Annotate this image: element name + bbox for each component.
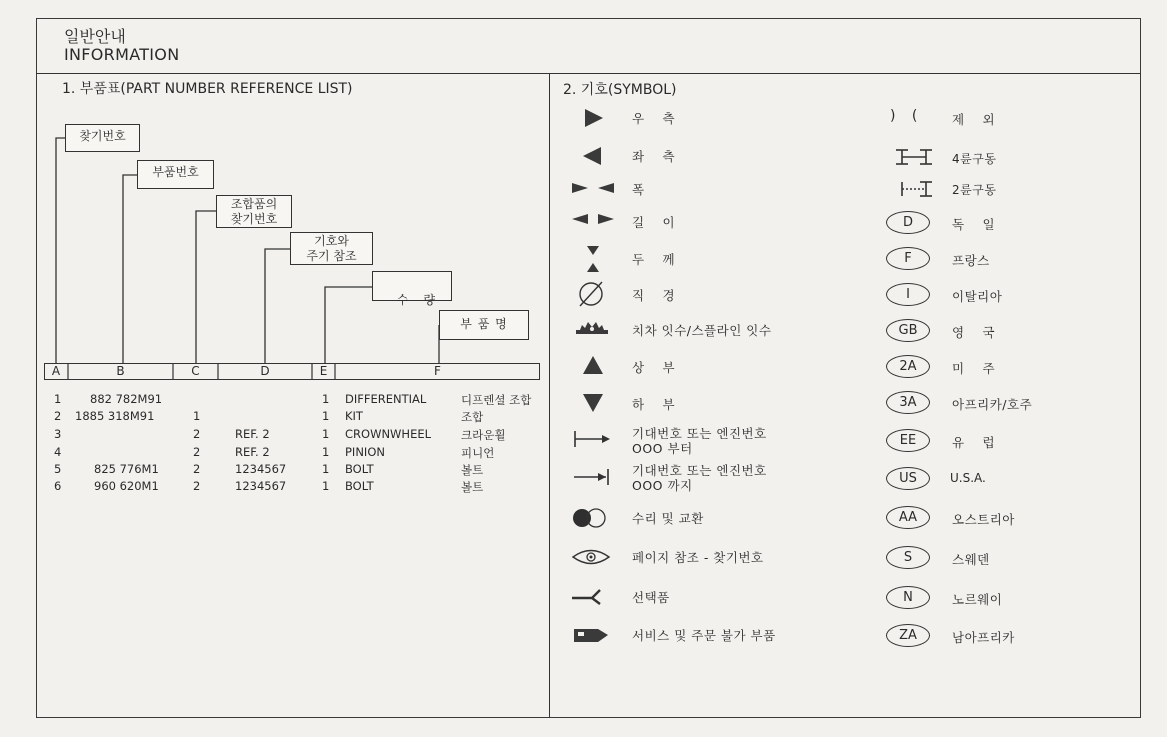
arrow-left-icon bbox=[580, 145, 604, 167]
cell-name-ko: 피니언 bbox=[461, 446, 495, 460]
country-code-africa-australia: 3A bbox=[886, 391, 930, 414]
cell-qty: 1 bbox=[322, 479, 330, 493]
code-label-exclude: 제 외 bbox=[952, 112, 996, 127]
symbol-label-not-serviced: 서비스 및 주문 불가 부품 bbox=[632, 628, 776, 643]
column-header-a: A bbox=[51, 364, 61, 378]
title-english: INFORMATION bbox=[64, 45, 180, 64]
country-code-uk: GB bbox=[886, 319, 930, 342]
callout-assembly-find-number bbox=[216, 195, 292, 228]
symbol-label-length: 길 이 bbox=[632, 215, 676, 230]
code-label-uk: 영 국 bbox=[952, 325, 996, 340]
code-label-south-africa: 남아프리카 bbox=[952, 630, 1015, 645]
cell-qty: 1 bbox=[322, 409, 330, 423]
title-korean: 일반안내 bbox=[64, 27, 126, 46]
column-header-b: B bbox=[116, 364, 125, 378]
cell-part-number: 1885 318M91 bbox=[75, 409, 155, 423]
cell-name-en: PINION bbox=[345, 445, 385, 459]
callout-part-name bbox=[439, 310, 529, 340]
cell-ref: REF. 2 bbox=[235, 445, 270, 459]
diameter-icon bbox=[576, 280, 606, 308]
callout-symbol-note-ref bbox=[290, 232, 373, 265]
cell-assembly: 2 bbox=[193, 462, 201, 476]
cell-find-number: 6 bbox=[54, 479, 62, 493]
symbol-label-page-ref: 페이지 참조 - 찾기번호 bbox=[632, 550, 764, 565]
country-code-germany: D bbox=[886, 211, 930, 234]
cell-assembly: 1 bbox=[193, 409, 201, 423]
cell-part-number: 882 782M91 bbox=[90, 392, 163, 406]
serial-to-icon bbox=[572, 466, 612, 488]
serial-from-icon bbox=[572, 428, 612, 450]
code-label-europe: 유 럽 bbox=[952, 435, 996, 450]
arrow-right-icon bbox=[582, 107, 606, 129]
serial-from-line1: 기대번호 또는 엔진번호 bbox=[632, 426, 767, 441]
code-label-africa-australia: 아프리카/호주 bbox=[952, 397, 1033, 412]
two-wheel-drive-icon bbox=[893, 180, 937, 198]
exclude-brackets-icon: ) ( bbox=[890, 108, 924, 124]
cell-name-ko: 디프렌셜 조합 bbox=[461, 393, 532, 407]
symbol-label-thickness: 두 께 bbox=[632, 252, 676, 267]
country-code-europe: EE bbox=[886, 429, 930, 452]
cell-qty: 1 bbox=[322, 392, 330, 406]
callout-symbol-line2: 주기 참조 bbox=[306, 249, 357, 263]
symbol-label-right: 우 측 bbox=[632, 111, 676, 126]
cell-assembly: 2 bbox=[193, 479, 201, 493]
optional-part-icon bbox=[570, 585, 612, 607]
serial-to-line1: 기대번호 또는 엔진번호 bbox=[632, 463, 767, 478]
eye-page-ref-icon bbox=[570, 546, 612, 568]
cell-name-ko: 크라운휠 bbox=[461, 428, 506, 442]
cell-name-en: KIT bbox=[345, 409, 363, 423]
triangle-down-icon bbox=[581, 392, 605, 414]
cell-name-en: DIFFERENTIAL bbox=[345, 392, 427, 406]
code-label-america: 미 주 bbox=[952, 361, 996, 376]
country-code-austria: AA bbox=[886, 506, 930, 529]
cell-find-number: 2 bbox=[54, 409, 62, 423]
cell-name-ko: 볼트 bbox=[461, 463, 484, 477]
cell-ref: REF. 2 bbox=[235, 427, 270, 441]
symbol-label-diameter: 직 경 bbox=[632, 288, 676, 303]
column-header-c: C bbox=[191, 364, 200, 378]
callout-part-name-text: 부 품 명 bbox=[460, 317, 508, 331]
cell-name-en: BOLT bbox=[345, 462, 374, 476]
column-header-f: F bbox=[434, 364, 441, 378]
length-arrows-icon bbox=[570, 211, 618, 227]
symbol-label-optional: 선택품 bbox=[632, 590, 670, 605]
cell-qty: 1 bbox=[322, 462, 330, 476]
four-wheel-drive-icon bbox=[893, 148, 937, 166]
country-code-italy: I bbox=[886, 283, 930, 306]
country-code-sweden: S bbox=[886, 546, 930, 569]
callout-quantity bbox=[372, 271, 452, 307]
callout-part-number-text: 부품번호 bbox=[152, 165, 199, 179]
cell-name-ko: 조합 bbox=[461, 410, 484, 424]
country-code-south-africa: ZA bbox=[886, 624, 930, 647]
callout-part-number bbox=[137, 160, 214, 189]
cell-assembly: 2 bbox=[193, 445, 201, 459]
cell-part-number: 825 776M1 bbox=[94, 462, 159, 476]
cell-find-number: 1 bbox=[54, 392, 62, 406]
cell-name-en: CROWNWHEEL bbox=[345, 427, 432, 441]
callout-find-number-text: 찾기번호 bbox=[79, 129, 126, 143]
cell-assembly: 2 bbox=[193, 427, 201, 441]
code-label-4wd: 4륜구동 bbox=[952, 152, 997, 166]
triangle-up-icon bbox=[581, 354, 605, 376]
section-title-part-list: 1. 부품표(PART NUMBER REFERENCE LIST) bbox=[62, 81, 353, 97]
cell-name-en: BOLT bbox=[345, 479, 374, 493]
symbol-label-width: 폭 bbox=[632, 182, 645, 197]
symbol-label-serial-from bbox=[632, 426, 767, 456]
cell-ref: 1234567 bbox=[235, 479, 287, 493]
code-label-austria: 오스트리아 bbox=[952, 512, 1015, 527]
symbol-label-left: 좌 측 bbox=[632, 149, 676, 164]
symbol-label-repair: 수리 및 교환 bbox=[632, 511, 704, 526]
code-label-france: 프랑스 bbox=[952, 253, 990, 268]
gear-teeth-icon bbox=[574, 316, 610, 338]
cell-qty: 1 bbox=[322, 445, 330, 459]
cell-part-number: 960 620M1 bbox=[94, 479, 159, 493]
cell-find-number: 5 bbox=[54, 462, 62, 476]
column-header-e: E bbox=[319, 364, 328, 378]
repair-exchange-icon bbox=[570, 507, 610, 529]
callout-symbol-line1: 기호와 bbox=[314, 234, 349, 248]
code-label-usa: U.S.A. bbox=[950, 471, 986, 485]
serial-from-line2: OOO 부터 bbox=[632, 441, 693, 456]
symbol-label-gear-teeth: 치차 잇수/스플라인 잇수 bbox=[632, 323, 772, 338]
cell-find-number: 4 bbox=[54, 445, 62, 459]
country-code-america: 2A bbox=[886, 355, 930, 378]
code-label-norway: 노르웨이 bbox=[952, 592, 1003, 607]
callout-assembly-line1: 조합품의 bbox=[230, 197, 278, 211]
width-arrows-icon bbox=[570, 180, 618, 196]
cell-ref: 1234567 bbox=[235, 462, 287, 476]
country-code-france: F bbox=[886, 247, 930, 270]
column-header-d: D bbox=[260, 364, 270, 378]
callout-find-number bbox=[65, 124, 140, 152]
not-serviced-icon bbox=[572, 624, 614, 646]
thickness-arrows-icon bbox=[584, 244, 602, 274]
serial-to-line2: OOO 까지 bbox=[632, 478, 693, 493]
code-label-italy: 이탈리아 bbox=[952, 289, 1003, 304]
symbol-label-lower: 하 부 bbox=[632, 397, 676, 412]
callout-assembly-line2: 찾기번호 bbox=[230, 212, 278, 226]
country-code-norway: N bbox=[886, 586, 930, 609]
section-title-symbols: 2. 기호(SYMBOL) bbox=[563, 82, 677, 98]
symbol-label-serial-to bbox=[632, 463, 767, 493]
symbol-label-upper: 상 부 bbox=[632, 360, 676, 375]
country-code-usa: US bbox=[886, 467, 930, 490]
code-label-2wd: 2륜구동 bbox=[952, 183, 997, 197]
callout-quantity-text: 수 량 bbox=[396, 293, 436, 307]
code-label-sweden: 스웨덴 bbox=[952, 552, 990, 567]
cell-qty: 1 bbox=[322, 427, 330, 441]
cell-name-ko: 볼트 bbox=[461, 480, 484, 494]
cell-find-number: 3 bbox=[54, 427, 62, 441]
code-label-germany: 독 일 bbox=[952, 217, 996, 232]
